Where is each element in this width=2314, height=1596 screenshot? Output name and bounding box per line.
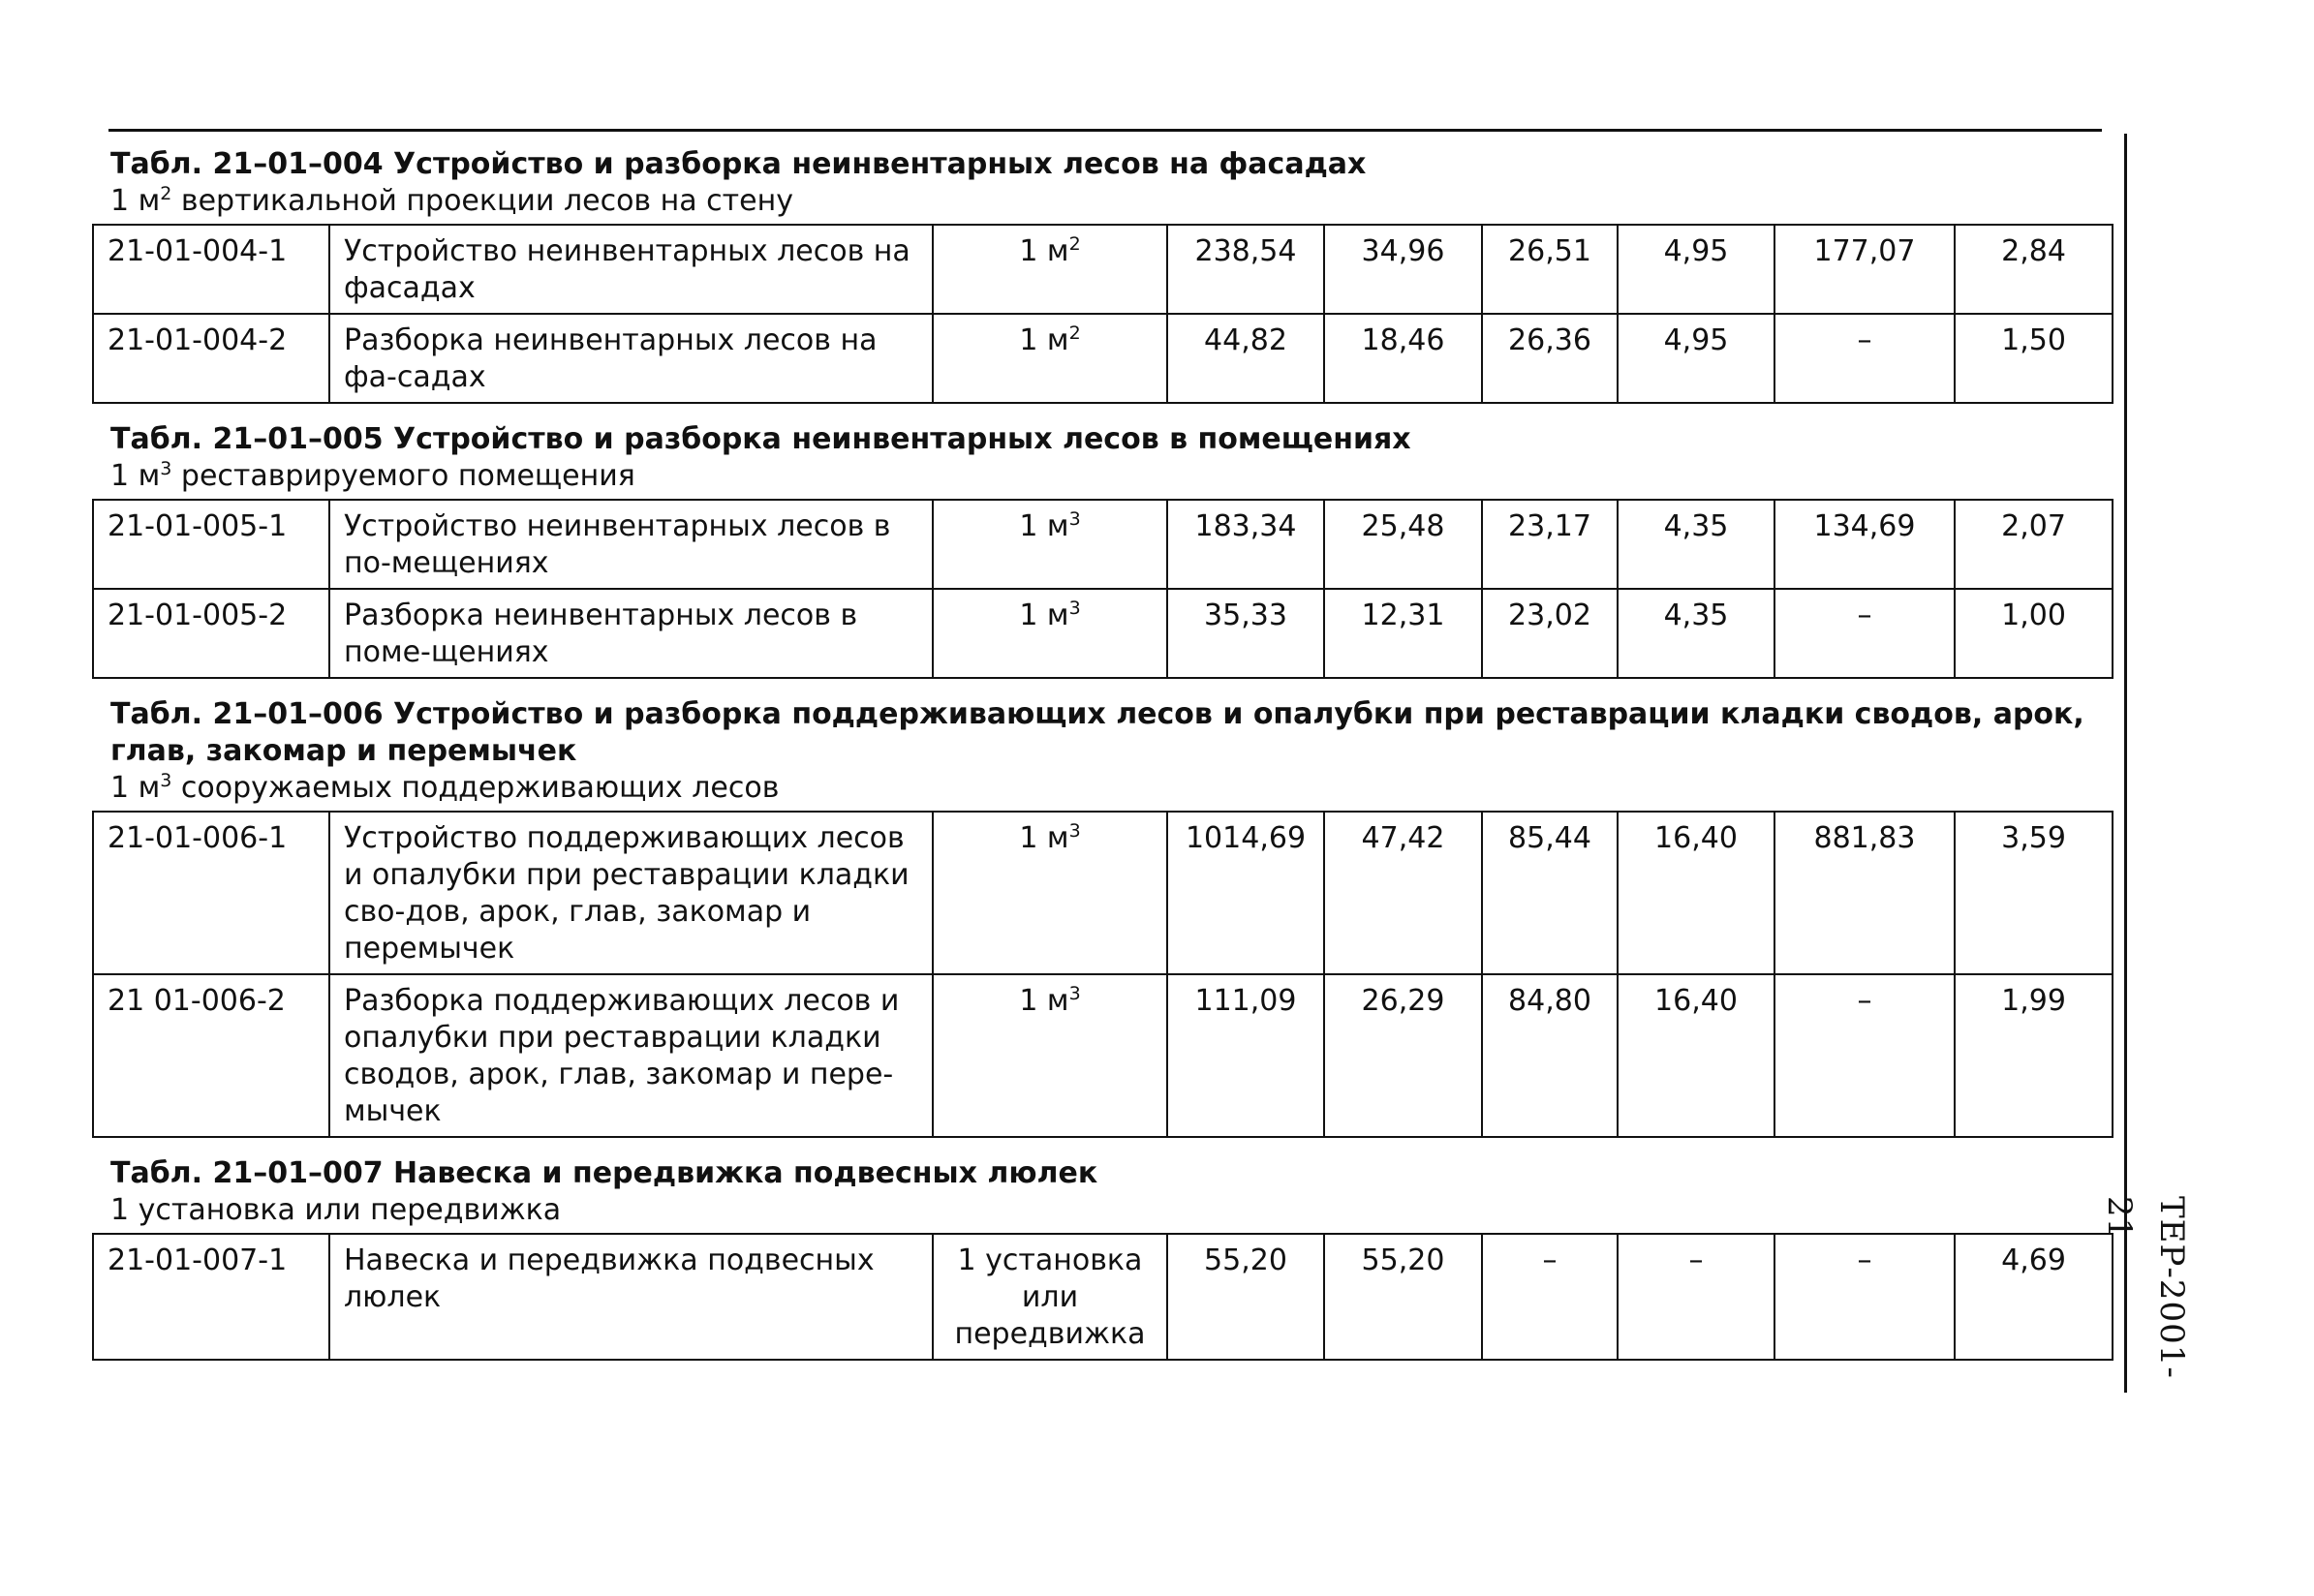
table-row <box>93 314 2113 403</box>
row-value-c1: 238,54 <box>1167 225 1324 314</box>
row-unit-superscript: 3 <box>1068 983 1081 1004</box>
row-value-c4: 4,95 <box>1618 314 1774 403</box>
row-unit-text: 1 м <box>1019 323 1069 357</box>
row-unit <box>933 974 1167 1137</box>
row-name: Разборка неинвентарных лесов на фа-садах <box>329 314 933 403</box>
row-value-c5: – <box>1774 589 1955 678</box>
row-value-c4: 4,35 <box>1618 589 1774 678</box>
row-name: Устройство поддерживающих лесов и опалубки при реставрации кладки сво-дов, арок, глав, закомар и перемычек <box>329 812 933 974</box>
row-value-c2: 12,31 <box>1324 589 1482 678</box>
row-value-c2: 34,96 <box>1324 225 1482 314</box>
price-table <box>92 129 2113 1361</box>
section-unit-prefix: 1 м <box>110 184 161 218</box>
section-header-cell <box>93 1137 2113 1234</box>
row-unit-text: 1 установка или передвижка <box>954 1243 1146 1351</box>
row-unit <box>933 500 1167 589</box>
section-unit-superscript: 2 <box>160 183 172 204</box>
row-unit <box>933 589 1167 678</box>
row-value-c4: 16,40 <box>1618 974 1774 1137</box>
row-unit <box>933 1234 1167 1360</box>
row-unit-text: 1 м <box>1019 598 1069 632</box>
document-code: ТЕР-2001-21 <box>2100 1196 2191 1379</box>
row-value-c2: 25,48 <box>1324 500 1482 589</box>
table-row <box>93 500 2113 589</box>
section-unit-suffix: сооружаемых поддерживающих лесов <box>171 771 780 805</box>
row-value-c4: – <box>1618 1234 1774 1360</box>
row-code: 21-01-004-1 <box>93 225 329 314</box>
row-name: Устройство неинвентарных лесов на фасадах <box>329 225 933 314</box>
row-value-c6: 1,00 <box>1955 589 2113 678</box>
row-value-c1: 111,09 <box>1167 974 1324 1137</box>
row-unit-superscript: 3 <box>1068 508 1081 530</box>
row-unit-superscript: 3 <box>1068 598 1081 619</box>
row-code: 21-01-006-1 <box>93 812 329 974</box>
row-value-c4: 16,40 <box>1618 812 1774 974</box>
section-header <box>93 129 2113 225</box>
row-name: Навеска и передвижка подвесных люлек <box>329 1234 933 1360</box>
row-value-c4: 4,95 <box>1618 225 1774 314</box>
row-unit-superscript: 3 <box>1068 820 1081 842</box>
row-value-c3: 23,17 <box>1482 500 1618 589</box>
row-value-c3: 26,51 <box>1482 225 1618 314</box>
section-title: Табл. 21–01–006 Устройство и разборка поддерживающих лесов и опалубки при реставрации кладки сводов, арок, глав, закомар и перемычек <box>110 697 2084 768</box>
row-value-c5: 881,83 <box>1774 812 1955 974</box>
row-unit-text: 1 м <box>1019 509 1069 543</box>
row-value-c1: 1014,69 <box>1167 812 1324 974</box>
row-code: 21-01-007-1 <box>93 1234 329 1360</box>
row-value-c6: 3,59 <box>1955 812 2113 974</box>
row-code: 21 01-006-2 <box>93 974 329 1137</box>
row-value-c5: – <box>1774 1234 1955 1360</box>
table-row <box>93 225 2113 314</box>
row-value-c1: 44,82 <box>1167 314 1324 403</box>
table-row <box>93 812 2113 974</box>
row-value-c1: 55,20 <box>1167 1234 1324 1360</box>
row-value-c6: 2,84 <box>1955 225 2113 314</box>
row-value-c4: 4,35 <box>1618 500 1774 589</box>
section-unit-prefix: 1 м <box>110 771 161 805</box>
section-unit-prefix: 1 установка или передвижка <box>110 1193 562 1227</box>
table-row <box>93 589 2113 678</box>
section-unit <box>110 770 2099 807</box>
row-value-c5: – <box>1774 974 1955 1137</box>
section-unit <box>110 183 2099 220</box>
section-unit-prefix: 1 м <box>110 459 161 493</box>
row-code: 21-01-005-1 <box>93 500 329 589</box>
table-row <box>93 974 2113 1137</box>
section-unit <box>110 458 2099 495</box>
row-value-c5: 134,69 <box>1774 500 1955 589</box>
row-unit-text: 1 м <box>1019 234 1069 268</box>
section-unit-suffix: вертикальной проекции лесов на стену <box>171 184 793 218</box>
row-value-c3: 26,36 <box>1482 314 1618 403</box>
row-code: 21-01-005-2 <box>93 589 329 678</box>
row-value-c2: 55,20 <box>1324 1234 1482 1360</box>
row-value-c1: 35,33 <box>1167 589 1324 678</box>
section-header-cell <box>93 129 2113 225</box>
row-value-c6: 1,99 <box>1955 974 2113 1137</box>
row-unit-text: 1 м <box>1019 984 1069 1018</box>
section-header-cell <box>93 678 2113 812</box>
row-value-c3: 23,02 <box>1482 589 1618 678</box>
row-unit-superscript: 2 <box>1068 322 1081 344</box>
section-unit <box>110 1192 2099 1229</box>
row-name: Разборка поддерживающих лесов и опалубки при реставрации кладки сводов, арок, глав, закомар и пере-мычек <box>329 974 933 1137</box>
section-title: Табл. 21–01–004 Устройство и разборка неинвентарных лесов на фасадах <box>110 147 1367 181</box>
row-unit-superscript: 2 <box>1068 233 1081 255</box>
row-unit <box>933 314 1167 403</box>
table-row <box>93 1234 2113 1360</box>
section-unit-superscript: 3 <box>160 458 172 479</box>
row-value-c3: 84,80 <box>1482 974 1618 1137</box>
row-value-c3: – <box>1482 1234 1618 1360</box>
section-header <box>93 678 2113 812</box>
row-name: Устройство неинвентарных лесов в по-мещениях <box>329 500 933 589</box>
row-unit <box>933 225 1167 314</box>
row-value-c6: 4,69 <box>1955 1234 2113 1360</box>
row-unit-text: 1 м <box>1019 821 1069 855</box>
row-unit <box>933 812 1167 974</box>
row-value-c6: 1,50 <box>1955 314 2113 403</box>
section-unit-suffix: реставрируемого помещения <box>171 459 635 493</box>
row-value-c3: 85,44 <box>1482 812 1618 974</box>
section-header <box>93 1137 2113 1234</box>
row-value-c5: 177,07 <box>1774 225 1955 314</box>
row-value-c5: – <box>1774 314 1955 403</box>
row-code: 21-01-004-2 <box>93 314 329 403</box>
row-value-c6: 2,07 <box>1955 500 2113 589</box>
section-title: Табл. 21–01–007 Навеска и передвижка подвесных люлек <box>110 1156 1098 1190</box>
row-value-c2: 26,29 <box>1324 974 1482 1137</box>
section-title: Табл. 21–01–005 Устройство и разборка неинвентарных лесов в помещениях <box>110 422 1411 456</box>
section-header <box>93 403 2113 500</box>
section-header-cell <box>93 403 2113 500</box>
row-name: Разборка неинвентарных лесов в поме-щениях <box>329 589 933 678</box>
row-value-c2: 18,46 <box>1324 314 1482 403</box>
row-value-c1: 183,34 <box>1167 500 1324 589</box>
section-unit-superscript: 3 <box>160 770 172 791</box>
row-value-c2: 47,42 <box>1324 812 1482 974</box>
